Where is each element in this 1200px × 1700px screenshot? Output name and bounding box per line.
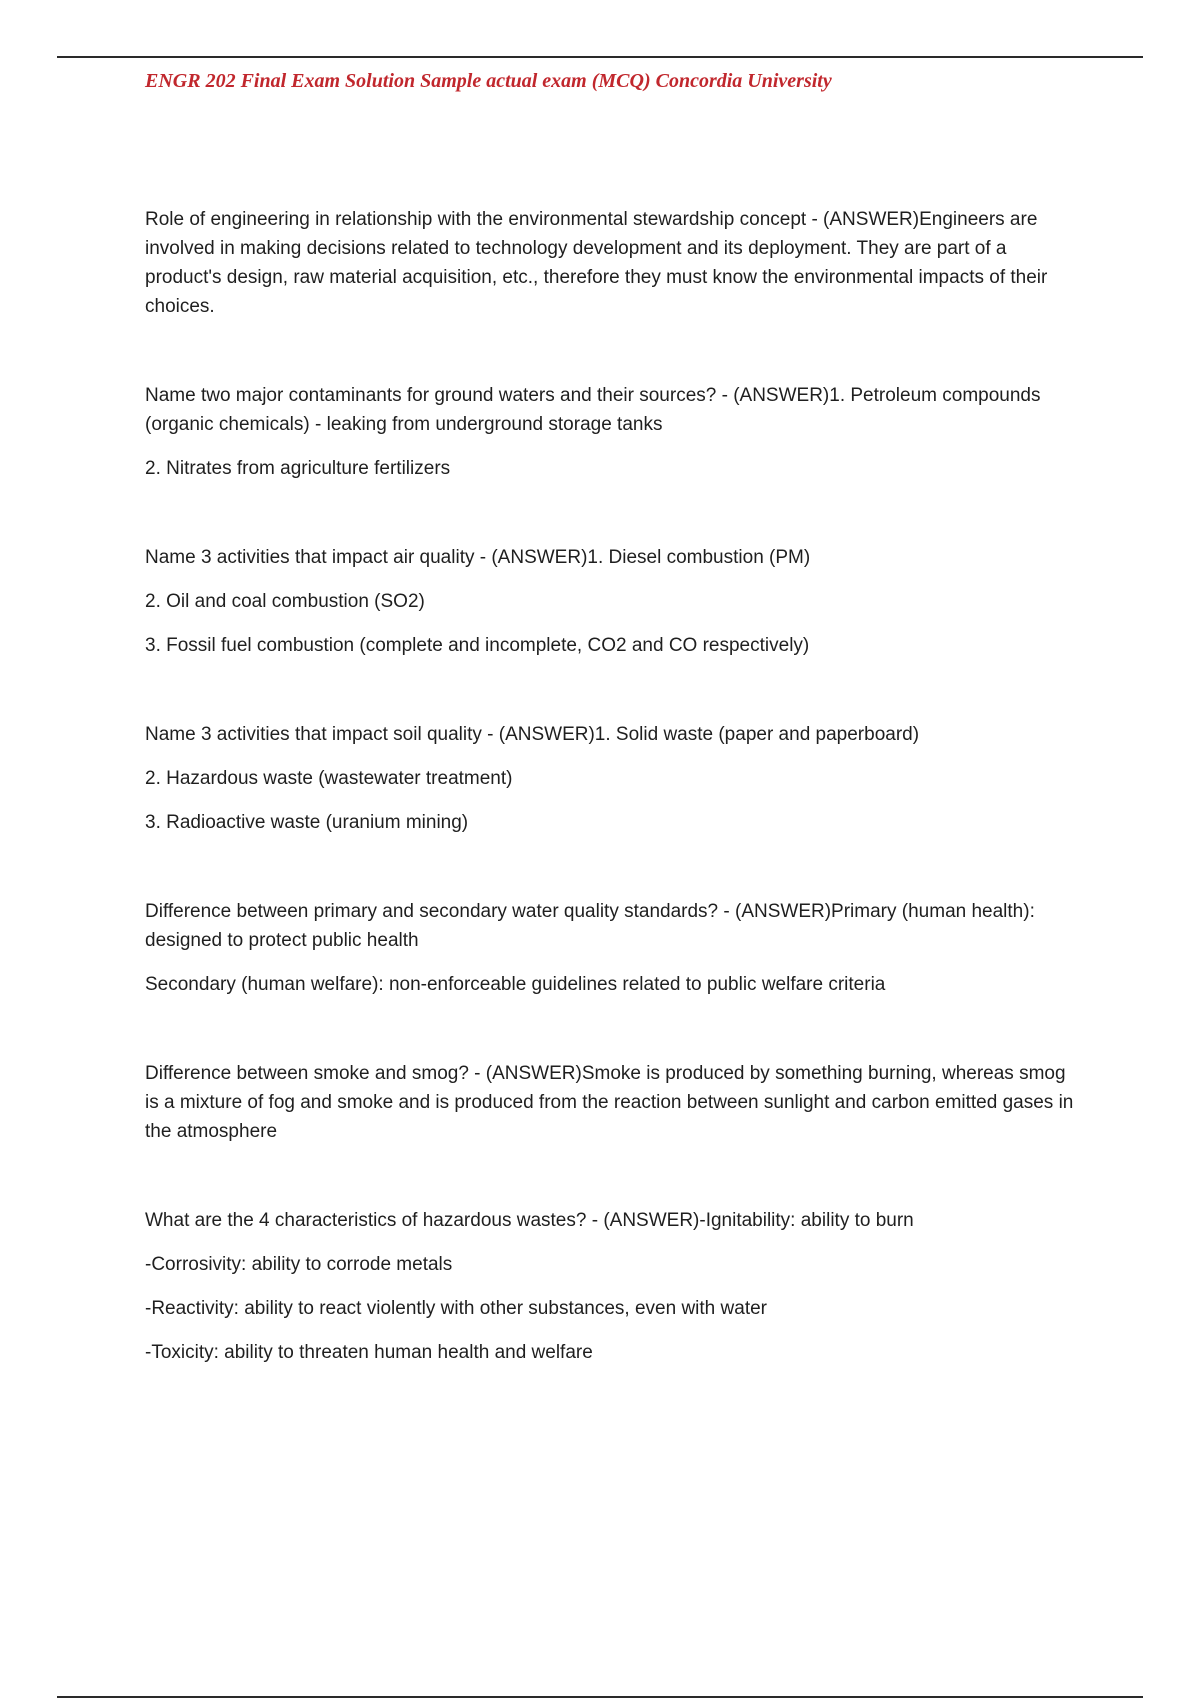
qa-item [145, 1206, 1080, 1367]
qa-paragraph: -Reactivity: ability to react violently with other substances, even with water [145, 1298, 767, 1319]
qa-paragraph: 2. Oil and coal combustion (SO2) [145, 591, 425, 612]
qa-item [145, 1059, 1080, 1146]
qa-paragraph: 3. Fossil fuel combustion (complete and incomplete, CO2 and CO respectively) [145, 635, 810, 656]
footer-rule [57, 1696, 1143, 1698]
qa-paragraph: -Toxicity: ability to threaten human health and welfare [145, 1342, 593, 1363]
qa-paragraph: Difference between primary and secondary water quality standards? - (ANSWER)Primary (human health): designed to protect public health [145, 901, 1035, 951]
qa-paragraph: What are the 4 characteristics of hazardous wastes? - (ANSWER)-Ignitability: ability to burn [145, 1210, 914, 1231]
document-body [145, 205, 1080, 1427]
qa-paragraph: Secondary (human welfare): non-enforceable guidelines related to public welfare criteria [145, 974, 886, 995]
qa-paragraph: Difference between smoke and smog? - (ANSWER)Smoke is produced by something burning, whereas smog is a mixture of fog and smoke and is produced from the reaction between sunlight and carbon emitted gases in the atmosphere [145, 1063, 1074, 1142]
qa-paragraph: Name two major contaminants for ground waters and their sources? - (ANSWER)1. Petroleum compounds (organic chemicals) - leaking from underground storage tanks [145, 385, 1041, 435]
qa-paragraph: Name 3 activities that impact soil quality - (ANSWER)1. Solid waste (paper and paperboard) [145, 724, 920, 745]
qa-item [145, 205, 1080, 321]
qa-paragraph: -Corrosivity: ability to corrode metals [145, 1254, 453, 1275]
qa-item [145, 897, 1080, 999]
qa-paragraph: 2. Nitrates from agriculture fertilizers [145, 458, 451, 479]
qa-paragraph: Name 3 activities that impact air quality - (ANSWER)1. Diesel combustion (PM) [145, 547, 811, 568]
document-title: ENGR 202 Final Exam Solution Sample actual exam (MCQ) Concordia University [145, 70, 832, 92]
qa-paragraph: 2. Hazardous waste (wastewater treatment) [145, 768, 513, 789]
header-rule [57, 56, 1143, 58]
qa-item [145, 381, 1080, 483]
qa-paragraph: Role of engineering in relationship with the environmental stewardship concept - (ANSWER)Engineers are involved in making decisions related to technology development and its deployment. They are part of a product's design, raw material acquisition, etc., therefore they must know the environmental impacts of their choices. [145, 209, 1048, 317]
qa-item [145, 543, 1080, 660]
qa-item [145, 720, 1080, 837]
qa-paragraph: 3. Radioactive waste (uranium mining) [145, 812, 469, 833]
